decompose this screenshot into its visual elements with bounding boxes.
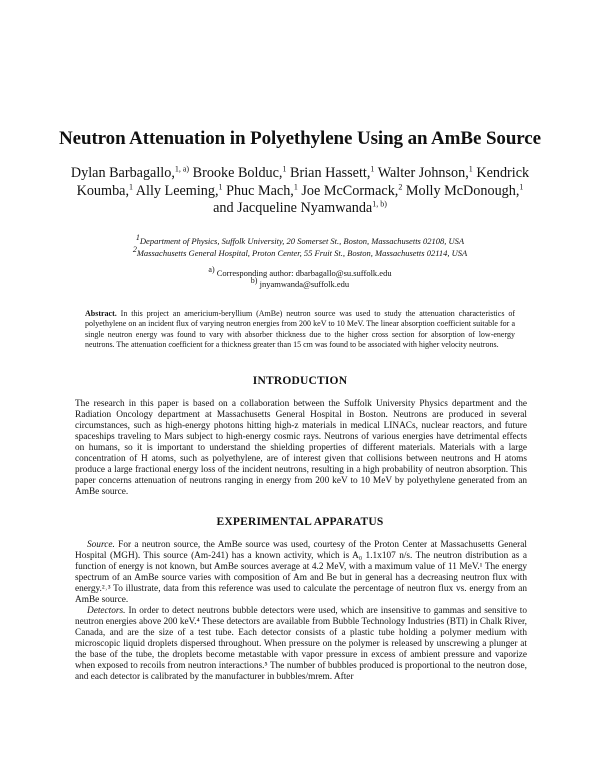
affiliation xyxy=(40,247,560,259)
author-name: Walter Johnson, xyxy=(374,165,469,181)
paragraph-text: In order to detect neutrons bubble detectors were used, which are insensitive to gammas and sensitive to neutron energies above 200 keV.⁴ These detectors are available from Bubble Technology Industries (BTI) in Chalk River, Canada, and are the size of a test tube. Each detector consists of a plastic tube holding a polymer medium with microscopic liquid droplets dispersed throughout. When pressure on the polymer is released by unscrewing a plunger at the base of the tube, the droplets become metastable with vapor pressure in excess of ambient pressure and vaporize when exposed to recoils from neutron interactions.⁵ The number of bubbles produced is proportional to the neutron dose, and each detector is calibrated by the manufacturer in bubbles/mrem. After xyxy=(75,606,527,682)
author-line-1 xyxy=(60,165,540,183)
affiliation-mark: 1 xyxy=(135,233,140,243)
author-affil-mark: 1 xyxy=(370,164,375,174)
author-affil-mark: 2 xyxy=(398,181,403,191)
abstract xyxy=(85,309,515,350)
author-affil-mark: 1, b) xyxy=(372,199,387,209)
affiliation-text: Massachusetts General Hospital, Proton Center, 55 Fruit St., Boston, Massachusetts 02114, USA xyxy=(136,248,468,258)
experimental-body xyxy=(75,540,527,683)
author-line-2 xyxy=(60,183,540,201)
author-name: Brooke Bolduc, xyxy=(189,165,283,181)
author-name: Phuc Mach, xyxy=(222,182,294,199)
affiliation xyxy=(40,235,560,247)
author-affil-mark: 1, a) xyxy=(174,164,190,174)
author-list xyxy=(60,165,540,218)
paragraph-label: Detectors. xyxy=(87,606,126,616)
author-name: Koumba, xyxy=(76,182,130,199)
correspondence-text: Corresponding author: dbarbagallo@su.suffolk.edu xyxy=(214,268,392,278)
section-heading-experimental: EXPERIMENTAL APPARATUS xyxy=(216,516,384,528)
corresponding-author xyxy=(40,276,560,290)
author-name: and Jacqueline Nyamwanda xyxy=(213,200,373,216)
author-line-3 xyxy=(60,200,540,218)
correspondence-mark: a) xyxy=(208,265,215,275)
author-name: Dylan Barbagallo, xyxy=(70,165,175,181)
author-affil-mark: 1 xyxy=(129,181,134,191)
paragraph-text: For a neutron source, the AmBe source was used, courtesy of the Proton Center at Massachusetts General Hospital (MGH). This source (Am-241) has a known activity, which is A₀ 1.1x107 n/s. The neutron distribution as a function of energy is not known, but AmBe sources average at 4.2 MeV, with a maximum value of 11 MeV.¹ The energy spectrum of an AmBe source varies with composition of Am and Be but in general has a decreasing neutron flux with energy.²˒³ To illustrate, data from this reference was used to calculate the percentage of neutron flux vs. energy from an AmBe source. xyxy=(75,540,527,605)
paragraph-label: Source. xyxy=(87,540,115,550)
abstract-label: Abstract. xyxy=(85,309,117,318)
affiliations xyxy=(40,235,560,259)
author-affil-mark: 1 xyxy=(468,164,473,174)
correspondence-mark: b) xyxy=(250,276,258,286)
author-affil-mark: 1 xyxy=(293,181,298,191)
paper-title: Neutron Attenuation in Polyethylene Using an AmBe Source xyxy=(59,128,541,149)
introduction-body xyxy=(75,399,527,498)
author-affil-mark: 1 xyxy=(218,181,223,191)
author-name: Molly McDonough, xyxy=(402,182,520,199)
author-affil-mark: 1 xyxy=(519,181,524,191)
paragraph: The research in this paper is based on a collaboration between the Suffolk University Physics department and the Radiation Oncology department at Massachusetts General Hospital in Boston. Neutrons are produced in several circumstances, such as high-energy photons hitting high-z materials in medical LINACs, nuclear reactors, and future spaceships traveling to Mars subject to high-energy cosmic rays. Neutrons of various energies have detrimental effects on humans, so it is important to understand the shielding properties of different materials. Materials with a large concentration of H atoms, such as polyethylene, are of interest given that collisions between neutrons and H atoms produce a large fractional energy loss of the incident neutrons, resulting in a high probability of neutron absorption. This paper concerns attenuation of neutrons ranging in energy from 200 keV to 10 MeV by polyethylene generated from an AmBe source. xyxy=(75,399,527,497)
paragraph xyxy=(75,540,527,606)
section-heading-introduction: INTRODUCTION xyxy=(252,375,348,387)
author-name: Kendrick xyxy=(472,165,530,181)
author-name: Ally Leeming, xyxy=(133,182,219,199)
correspondence xyxy=(40,265,560,290)
author-name: Joe McCormack, xyxy=(297,182,399,199)
corresponding-author xyxy=(40,265,560,279)
paragraph xyxy=(75,606,527,683)
abstract-text: In this project an americium-beryllium (AmBe) neutron source was used to study the attenuation characteristics of polyethylene on an incident flux of varying neutron energies from 200 keV to 10 MeV. The linear absorption coefficient suitable for a single neutron energy was found to vary with absorber thickness due to the higher cross section for absorption of low-energy neutrons. The attenuation coefficient for a thickness greater than 15 cm was found to be associated with higher velocity neutrons. xyxy=(85,309,515,349)
author-name: Brian Hassett, xyxy=(286,165,371,181)
correspondence-text: jnyamwanda@suffolk.edu xyxy=(257,279,350,289)
author-affil-mark: 1 xyxy=(282,164,287,174)
affiliation-mark: 2 xyxy=(132,245,137,255)
affiliation-text: Department of Physics, Suffolk University, 20 Somerset St., Boston, Massachusetts 02108, USA xyxy=(139,236,465,246)
